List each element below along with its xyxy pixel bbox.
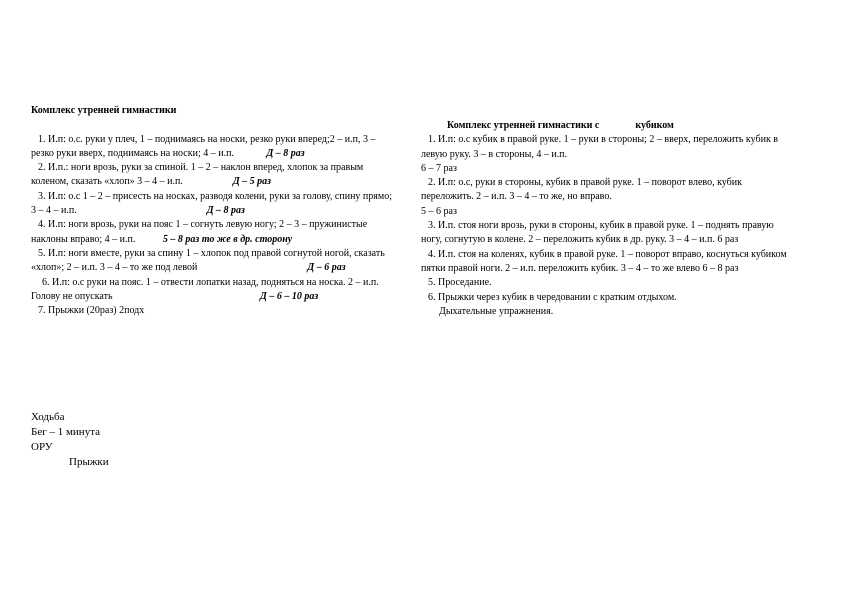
exercise-item: 1. И.п: о.с. руки у плеч, 1 – поднимаясь на носки, резко руки вперед;2 – и.п, 3 – резко руки вверх, поднимаясь на носки; 4 – и.п. Д – 8 раз [31, 133, 376, 159]
exercise-dose: 6 – 7 раз [421, 162, 457, 174]
exercise-item: 2. И.п.: ноги врозь, руки за спиной. 1 – 2 – наклон вперед, хлопок за правым коленом, сказать «хлоп» 3 – 4 – и.п. Д – 5 раз [31, 162, 364, 188]
exercise-item: 7. Прыжки (20раз) 2подх [38, 305, 145, 317]
exercise-item: 3. И.п: о.с 1 – 2 – присесть на носках, разводя колени, руки за голову, спину прямо; 3 – 4 – и.п. Д – 8 раз [31, 190, 392, 217]
exercise-item: 6. Прыжки через кубик в чередовании с кратким отдыхом. [428, 291, 677, 303]
exercise-item: 4. И.п: ноги врозь, руки на пояс 1 – согнуть левую ногу; 2 – 3 – пружинистые наклоны вправо; 4 – и.п. 5 – 8 раз то же в др. сторону [31, 219, 368, 245]
left-title: Комплекс утренней гимнастики [31, 105, 177, 116]
exercise-item: 5. И.п: ноги вместе, руки за спину 1 – хлопок под правой согнутой ногой, сказать «хлоп»; 2 – и.п. 3 – 4 – то же под левой Д – 6 раз [31, 247, 385, 274]
left-column [31, 104, 393, 318]
right-column [421, 119, 793, 319]
extra-item: ОРУ [31, 441, 53, 453]
exercise-item: 6. И.п: о.с руки на пояс. 1 – отвести лопатки назад, подняться на носка. 2 – и.п. Голову не опускать Д – 6 – 10 раз [31, 276, 379, 302]
exercise-item: Дыхательные упражнения. [439, 305, 554, 317]
exercise-item: 5. Проседание. [428, 277, 492, 289]
exercise-item: 2. И.п: о.с, руки в стороны, кубик в правой руке. 1 – поворот влево, кубик переложить. 2 – и.п. 3 – 4 – то же, но вправо. [421, 177, 742, 203]
exercise-item: 3. И.п. стоя ноги врозь, руки в стороны, кубик в правой руке. 1 – поднять правую ногу, согнутую в колене. 2 – переложить кубик в др. руку. 3 – 4 – и.п. 6 раз [421, 220, 774, 246]
extra-item: Прыжки [69, 456, 109, 468]
extra-item: Бег – 1 минута [31, 426, 101, 438]
right-title: Комплекс утренней гимнастики с кубиком [447, 120, 674, 131]
extra-item: Ходьба [31, 411, 65, 423]
exercise-item: 4. И.п. стоя на коленях, кубик в правой руке. 1 – поворот вправо, коснуться кубиком пятки правой ноги. 2 – и.п. переложить кубик. 3 – 4 – то же влево 6 – 8 раз [421, 248, 787, 274]
exercise-item: 1. И.п: о.с кубик в правой руке. 1 – руки в стороны; 2 – вверх, переложить кубик в левую руку. 3 – в стороны, 4 – и.п. [421, 134, 779, 160]
exercise-dose: 5 – 6 раз [421, 205, 457, 217]
extra-list [31, 410, 109, 470]
